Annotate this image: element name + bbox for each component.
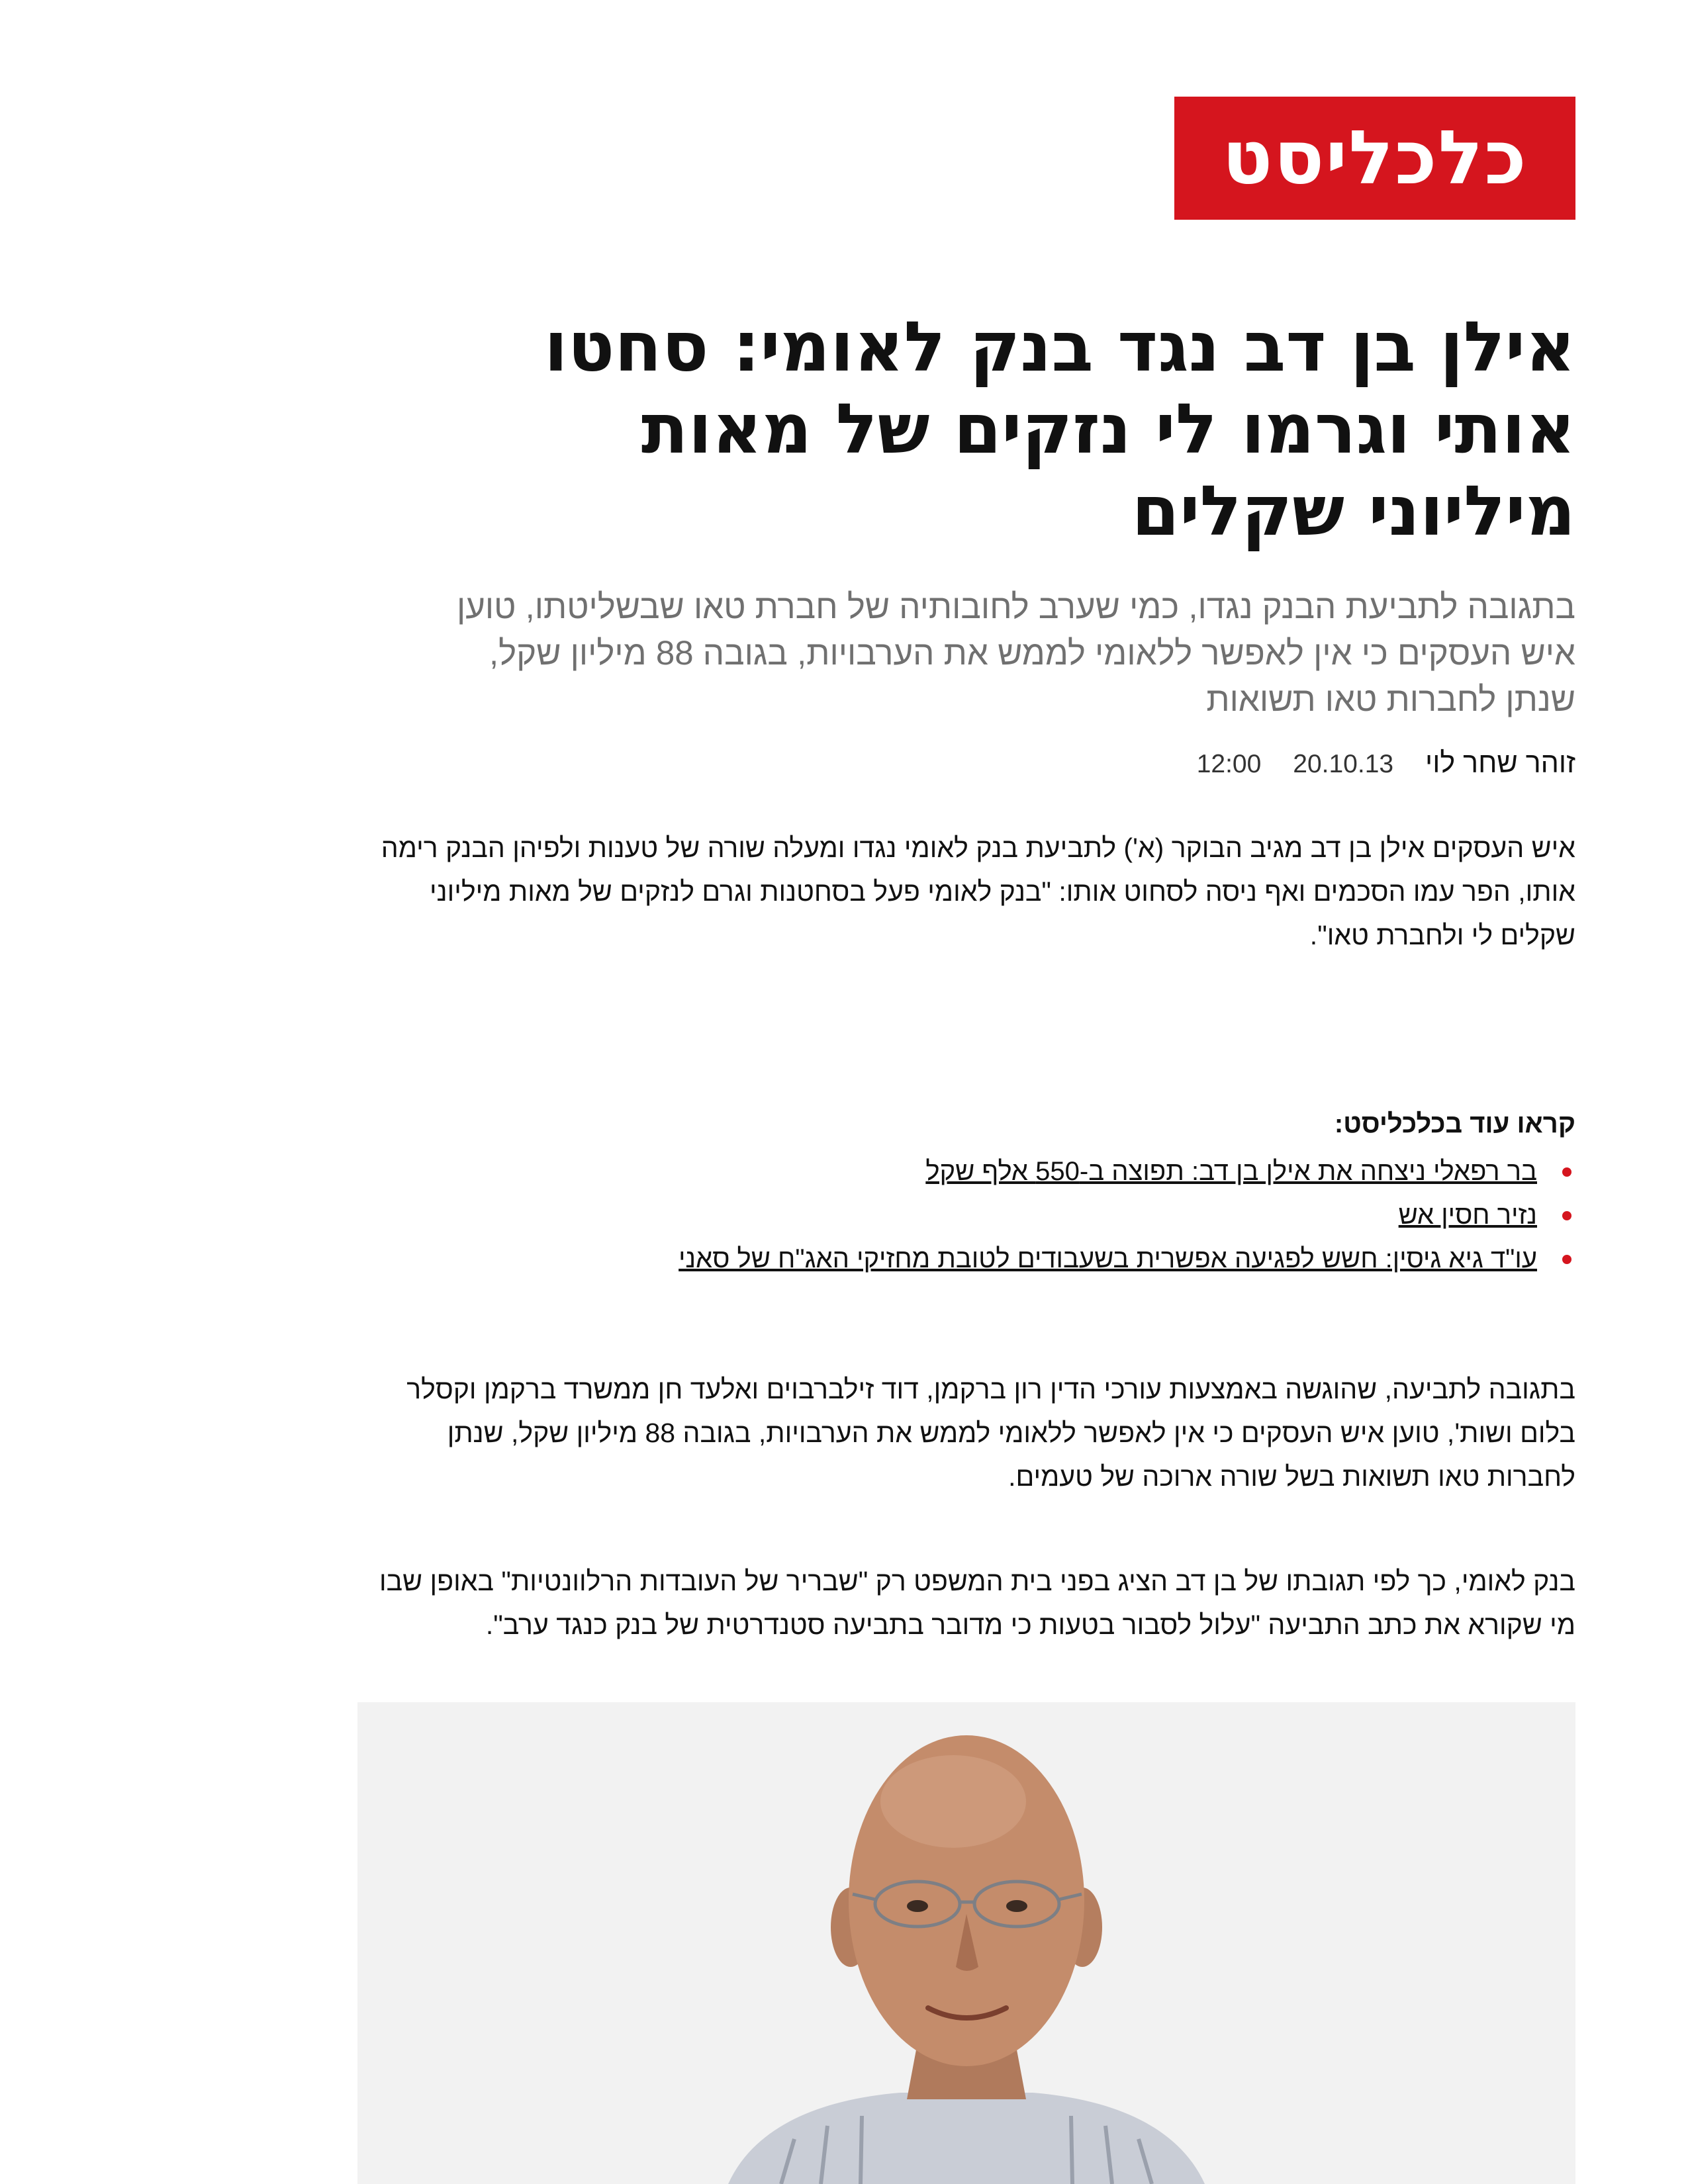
read-more-item <box>384 1197 1575 1240</box>
article-headline: אילן בן דב נגד בנק לאומי: סחטו אותי וגרמו לי נזקים של מאות מיליוני שקלים <box>543 306 1575 551</box>
publish-time: 12:00 <box>1196 750 1262 778</box>
read-more-link[interactable]: בר רפאלי ניצחה את אילן בן דב: תפוצה ב-550 אלף שקל <box>925 1157 1537 1186</box>
calcalist-logo[interactable] <box>1174 97 1575 220</box>
article-paragraph: בנק לאומי, כך לפי תגובתו של בן דב הציג בפני בית המשפט רק "שבריר של העובדות הרלוונטיות" באופן שבו מי שקורא את כתב התביעה "עלול לסבור בטעות כי מדובר בתביעה סטנדרטית של בנק כנגד ערב". <box>379 1566 1575 1640</box>
read-more-link[interactable]: עו"ד גיא גיסין: חשש לפגיעה אפשרית בשעבודים לטובת מחזיקי האג"ח של סאני <box>679 1244 1537 1273</box>
logo-text: כלכליסט <box>1222 115 1528 201</box>
read-more-item <box>384 1153 1575 1197</box>
publish-date: 20.10.13 <box>1293 750 1394 778</box>
article-paragraph: בתגובה לתביעה, שהוגשה באמצעות עורכי הדין רון ברקמן, דוד זילברבוים ואלעד חן ממשרד ברקמן וקסלר בלום ושות', טוען איש העסקים כי אין לאפשר ללאומי לממש את הערבויות, בגובה 88 מיליון שקל, שנתן לחברות טאו תשואות בשל שורה ארוכה של טעמים. <box>406 1374 1575 1492</box>
read-more-list <box>384 1153 1575 1284</box>
portrait-photo-icon <box>357 1702 1575 2184</box>
bullet-icon <box>1562 1211 1571 1220</box>
article-photo <box>357 1702 1575 2184</box>
author-name: זוהר שחר לוי <box>1425 747 1575 779</box>
read-more-title: קראו עוד בכלכליסט: <box>1334 1109 1575 1138</box>
byline <box>357 747 1575 781</box>
read-more-link[interactable]: נזיר חסין אש <box>1398 1201 1537 1230</box>
bullet-icon <box>1562 1167 1571 1177</box>
bullet-icon <box>1562 1255 1571 1264</box>
article-paragraph: איש העסקים אילן בן דב מגיב הבוקר (א') לתביעת בנק לאומי נגדו ומעלה שורה של טענות ולפיהן הבנק רימה אותו, הפר עמו הסכמים ואף ניסה לסחוט אותו: "בנק לאומי פעל בסחטנות וגרם לנזקים של מאות מיליוני שקלים לי ולחברת טאו". <box>381 833 1575 950</box>
article-subtitle: בתגובה לתביעת הבנק נגדו, כמי שערב לחובותיה של חברת טאו שבשליטתו, טוען איש העסקים כי אין לאפשר ללאומי לממש את הערבויות, בגובה 88 מיליון שקל, שנתן לחברות טאו תשואות <box>456 588 1575 718</box>
read-more-item <box>384 1240 1575 1284</box>
